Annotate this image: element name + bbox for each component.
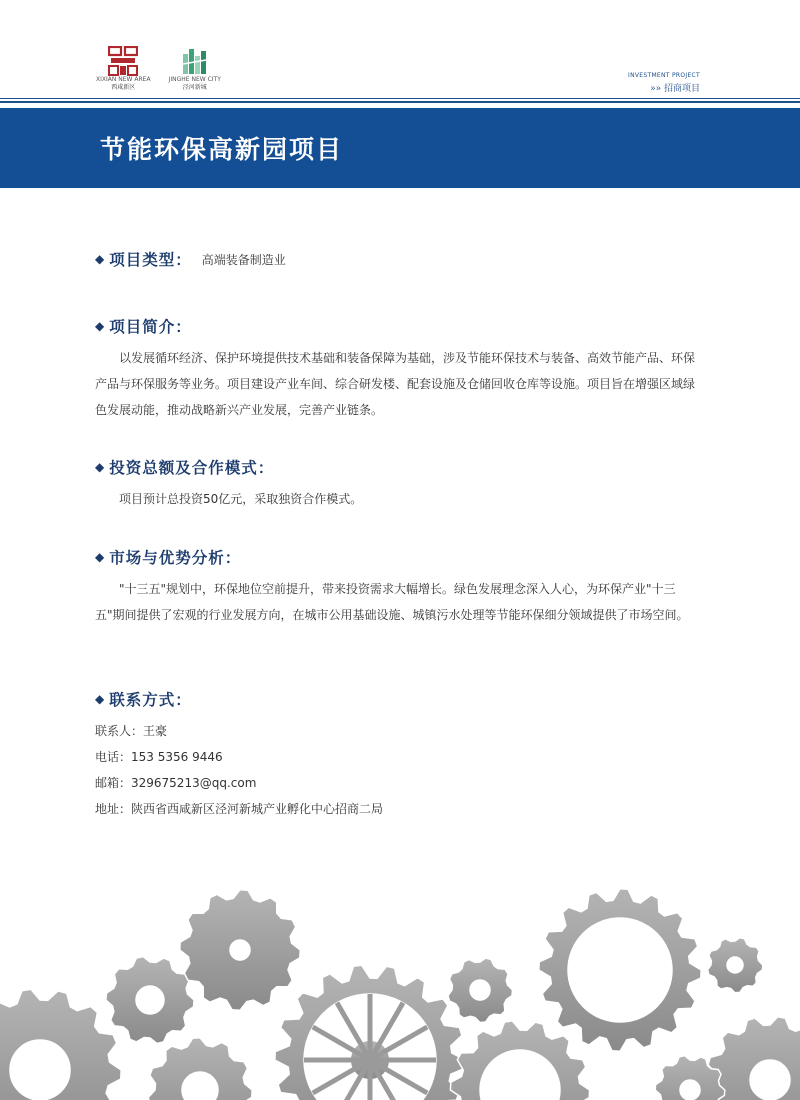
market-title: 市场与优势分析：: [109, 548, 242, 567]
contact-email: 邮箱：329675213@qq.com: [95, 776, 257, 790]
section-heading: [95, 456, 700, 478]
section-heading: [95, 315, 700, 337]
type-title: 项目类型：: [109, 250, 192, 269]
invest-text: 项目预计总投资50亿元，采取独资合作模式。: [119, 492, 363, 506]
contact-phone: 电话：153 5356 9446: [95, 750, 223, 764]
jinghe-logo: [169, 46, 221, 92]
logo1-tagline: XIXIAN NEW AREA: [96, 76, 151, 83]
section-heading: [95, 546, 700, 568]
section-heading: [95, 688, 700, 710]
intro-text: 以发展循环经济、保护环境提供技术基础和装备保障为基础，涉及节能环保技术与装备、高效节能产品、环保产品与环保服务等业务。项目建设产业车间、综合研发楼、配套设施及仓储回收仓库等设施。项目旨在增强区域绿色发展动能，推动战略新兴产业发展，完善产业链条。: [95, 351, 696, 417]
intro-title: 项目简介：: [109, 317, 192, 336]
market-text: "十三五"规划中，环保地位空前提升，带来投资需求大幅增长。绿色发展理念深入人心，为环保产业"十三五"期间提供了宏观的行业发展方向，在城市公用基础设施、城镇污水处理等节能环保细分领域提供了市场空间。: [95, 582, 689, 622]
jinghe-building-icon: [180, 46, 210, 76]
section-project-type: [95, 248, 286, 270]
gear-icon: [148, 1038, 252, 1100]
gear-icon: [539, 889, 701, 1051]
logo-group: [96, 46, 221, 92]
header-rule-thin: [0, 98, 800, 99]
title-banner: [0, 108, 800, 188]
invest-title: 投资总额及合作模式：: [109, 458, 275, 477]
gear-icon: [450, 1021, 589, 1100]
diamond-icon: ◆: [95, 252, 106, 266]
type-value: 高端装备制造业: [201, 252, 286, 267]
logo2-name: 泾河新城: [182, 84, 207, 91]
header-rule-thick: [0, 101, 800, 103]
gear-icon: [106, 957, 194, 1044]
contact-title: 联系方式：: [109, 690, 192, 709]
xixian-logo: [96, 46, 151, 92]
diamond-icon: ◆: [95, 319, 106, 333]
contact-address: 地址：陕西省西咸新区泾河新城产业孵化中心招商二局: [95, 802, 384, 816]
diamond-icon: ◆: [95, 460, 106, 474]
gear-icon: [448, 958, 513, 1023]
contact-details: [95, 718, 700, 822]
section-project-intro: [95, 315, 700, 423]
gear-icon: [0, 989, 121, 1100]
xixian-seal-icon: [108, 46, 138, 76]
logo1-name: 西咸新区: [111, 84, 136, 91]
section-market-analysis: [95, 546, 700, 628]
invest-zh: »» 招商项目: [650, 84, 700, 94]
gear-icon: [180, 890, 301, 1011]
section-investment: [95, 456, 700, 512]
section-heading: [95, 248, 286, 270]
diamond-icon: ◆: [95, 550, 106, 564]
invest-en: INVESTMENT PROJECT: [628, 72, 700, 79]
page-title: 节能环保高新园项目: [100, 135, 344, 164]
diamond-icon: ◆: [95, 692, 106, 706]
gear-icon: [708, 938, 763, 993]
gear-icon: [275, 965, 465, 1100]
gears-decoration: [0, 860, 800, 1100]
investment-project-label: [628, 72, 700, 94]
section-contact: [95, 688, 700, 822]
logo2-tagline: JINGHE NEW CITY: [168, 76, 221, 83]
contact-person: 联系人：王豪: [95, 724, 168, 738]
